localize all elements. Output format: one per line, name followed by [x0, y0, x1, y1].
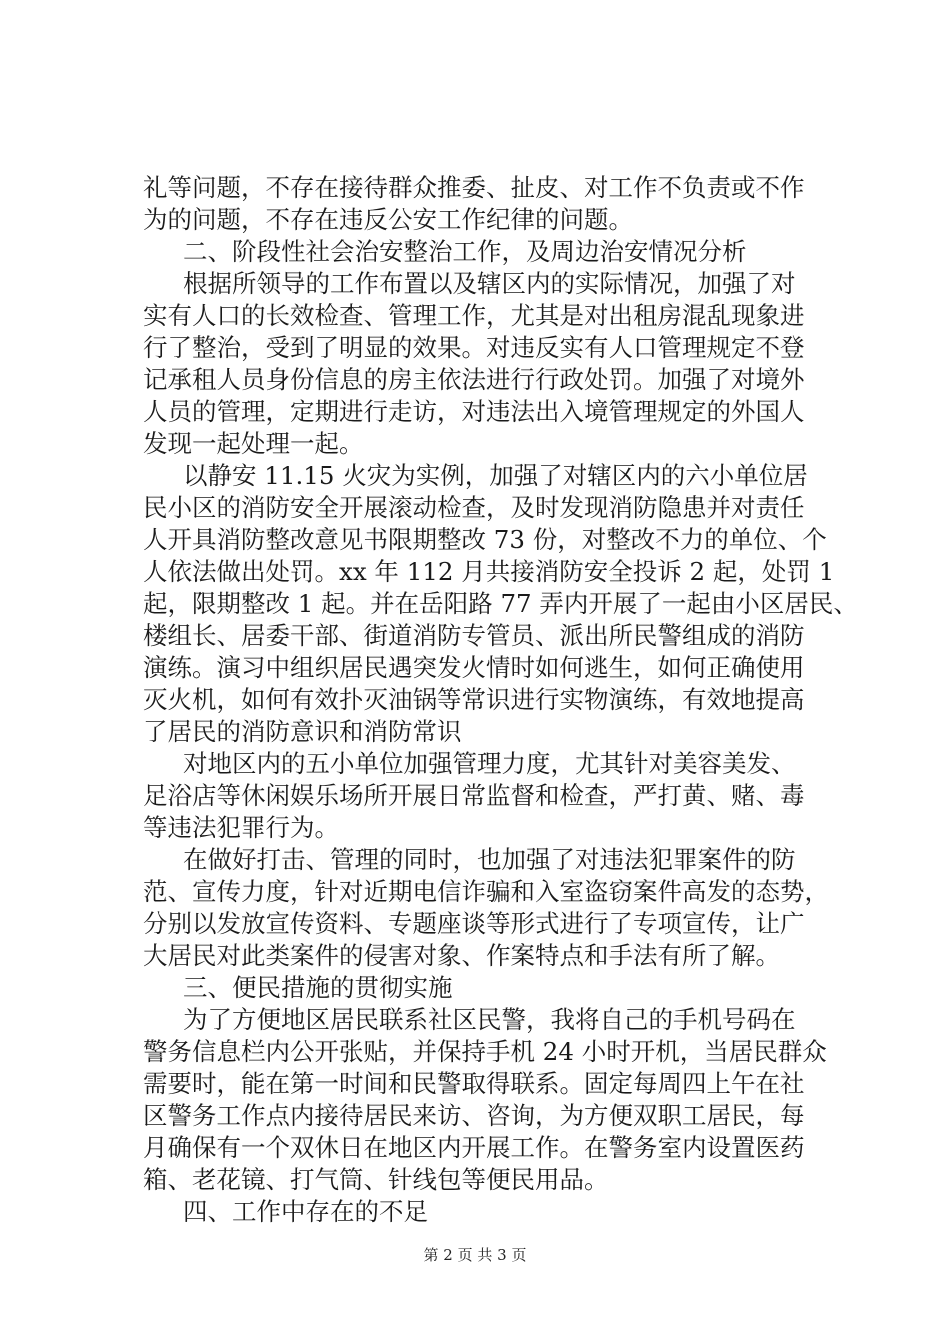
text-line: 发现一起处理一起。	[143, 429, 364, 458]
text-line: 根据所领导的工作布置以及辖区内的实际情况，加强了对	[183, 269, 796, 298]
text-line: 人员的管理，定期进行走访，对违法出入境管理规定的外国人	[143, 397, 805, 426]
text-line: 四、工作中存在的不足	[183, 1197, 428, 1226]
text-line: 二、阶段性社会治安整治工作，及周边治安情况分析	[183, 237, 747, 266]
text-line: 大居民对此类案件的侵害对象、作案特点和手法有所了解。	[143, 941, 780, 970]
text-line: 分别以发放宣传资料、专题座谈等形式进行了专项宣传，让广	[143, 909, 805, 938]
text-line: 演练。演习中组织居民遇突发火情时如何逃生，如何正确使用	[143, 653, 805, 682]
text-line: 区警务工作点内接待居民来访、咨询，为方便双职工居民，每	[143, 1101, 805, 1130]
text-line: 民小区的消防安全开展滚动检查，及时发现消防隐患并对责任	[143, 493, 805, 522]
text-line: 了居民的消防意识和消防常识	[143, 717, 462, 746]
page-number: 第 2 页 共 3 页	[423, 1246, 527, 1264]
text-line: 起，限期整改 1 起。并在岳阳路 77 弄内开展了一起由小区居民、	[143, 589, 858, 618]
page-footer	[0, 1244, 950, 1265]
text-line: 范、宣传力度，针对近期电信诈骗和入室盗窃案件高发的态势，	[143, 877, 829, 906]
text-line: 记承租人员身份信息的房主依法进行行政处罚。加强了对境外	[143, 365, 805, 394]
text-line: 礼等问题，不存在接待群众推委、扯皮、对工作不负责或不作	[143, 173, 805, 202]
text-line: 实有人口的长效检查、管理工作，尤其是对出租房混乱现象进	[143, 301, 805, 330]
text-line: 对地区内的五小单位加强管理力度，尤其针对美容美发、	[183, 749, 796, 778]
text-line: 箱、老花镜、打气筒、针线包等便民用品。	[143, 1165, 609, 1194]
text-line: 楼组长、居委干部、街道消防专管员、派出所民警组成的消防	[143, 621, 805, 650]
text-line: 三、便民措施的贯彻实施	[183, 973, 453, 1002]
text-line: 人开具消防整改意见书限期整改 73 份，对整改不力的单位、个	[143, 525, 827, 554]
text-line: 为的问题，不存在违反公安工作纪律的问题。	[143, 205, 633, 234]
text-line: 等违法犯罪行为。	[143, 813, 339, 842]
text-line: 人依法做出处罚。xx 年 112 月共接消防安全投诉 2 起，处罚 1	[143, 557, 835, 586]
text-line: 以静安 11.15 火灾为实例，加强了对辖区内的六小单位居	[183, 461, 808, 490]
text-line: 在做好打击、管理的同时，也加强了对违法犯罪案件的防	[183, 845, 796, 874]
text-line: 行了整治，受到了明显的效果。对违反实有人口管理规定不登	[143, 333, 805, 362]
text-line: 月确保有一个双休日在地区内开展工作。在警务室内设置医药	[143, 1133, 805, 1162]
document-body	[143, 172, 858, 1228]
text-line: 警务信息栏内公开张贴，并保持手机 24 小时开机，当居民群众	[143, 1037, 827, 1066]
text-line: 为了方便地区居民联系社区民警，我将自己的手机号码在	[183, 1005, 796, 1034]
text-line: 需要时，能在第一时间和民警取得联系。固定每周四上午在社	[143, 1069, 805, 1098]
text-line: 足浴店等休闲娱乐场所开展日常监督和检查，严打黄、赌、毒	[143, 781, 805, 810]
text-line: 灭火机，如何有效扑灭油锅等常识进行实物演练，有效地提高	[143, 685, 805, 714]
